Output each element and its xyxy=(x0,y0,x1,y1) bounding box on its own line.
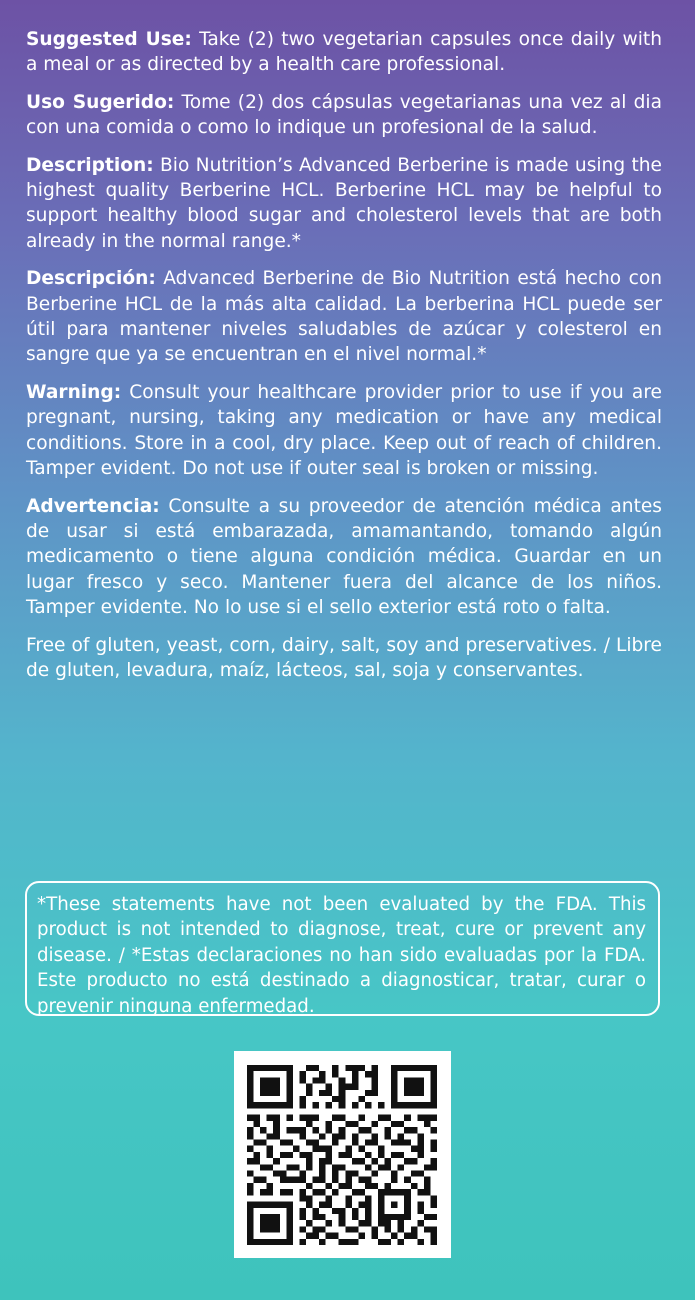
advertencia-paragraph xyxy=(26,494,662,621)
advertencia-text: Consulte a su proveedor de atención médica antes de usar si está embarazada, amamantando, tomando algún medicamento o tiene alguna condición médica. Guardar en un lugar fresco y seco. Mantener fuera del alcance de los niños. Tamper evidente. No lo use si el sello exterior está roto o falta. xyxy=(26,495,662,619)
uso-sugerido-text: Tome (2) dos cápsulas vegetarianas una vez al dia con una comida o como lo indique un profesional de la salud. xyxy=(26,91,662,139)
uso-sugerido-paragraph xyxy=(26,90,662,141)
descripcion-text: Advanced Berberine de Bio Nutrition está hecho con Berberine HCL de la más alta calidad. La berberina HCL puede ser útil para mantener niveles saludables de azúcar y colesterol en sangre que ya se encuentran en el nivel normal.* xyxy=(26,268,662,366)
advertencia-heading: Advertencia: xyxy=(26,495,160,517)
warning-paragraph xyxy=(26,380,662,482)
descripcion-heading: Descripción: xyxy=(26,268,156,290)
description-heading: Description: xyxy=(26,154,154,176)
fda-disclaimer-text: *These statements have not been evaluated by the FDA. This product is not intended to diagnose, treat, cure or prevent any disease. / *Estas declaraciones no han sido evaluadas por la FDA. Este producto no está destinado a diagnosticar, tratar, curar o prevenir ninguna enfermedad. xyxy=(37,894,646,1017)
warning-text: Consult your healthcare provider prior to use if you are pregnant, nursing, taking any medication or have any medical conditions. Store in a cool, dry place. Keep out of reach of children. Tamper evident. Do not use if outer seal is broken or missing. xyxy=(26,381,662,480)
free-of-text: Free of gluten, yeast, corn, dairy, salt, soy and preservatives. / Libre de gluten, levadura, maíz, lácteos, sal, soja y conservantes. xyxy=(26,634,662,681)
label-content xyxy=(26,27,662,695)
suggested-use-heading: Suggested Use: xyxy=(26,29,192,50)
free-of-paragraph xyxy=(26,633,662,684)
qr-code-icon xyxy=(247,1065,437,1245)
suggested-use-text: Take (2) two vegetarian capsules once daily with a meal or as directed by a health care professional. xyxy=(26,29,662,76)
description-paragraph xyxy=(26,153,662,255)
qr-code[interactable] xyxy=(234,1051,451,1258)
warning-heading: Warning: xyxy=(26,381,122,403)
description-text: Bio Nutrition’s Advanced Berberine is made using the highest quality Berberine HCL. Berberine HCL may be helpful to support healthy blood sugar and cholesterol levels that are both already in the normal range.* xyxy=(26,154,662,252)
suggested-use-paragraph xyxy=(26,27,662,78)
uso-sugerido-heading: Uso Sugerido: xyxy=(26,91,175,113)
descripcion-paragraph xyxy=(26,266,662,368)
fda-disclaimer-box xyxy=(25,881,660,1016)
